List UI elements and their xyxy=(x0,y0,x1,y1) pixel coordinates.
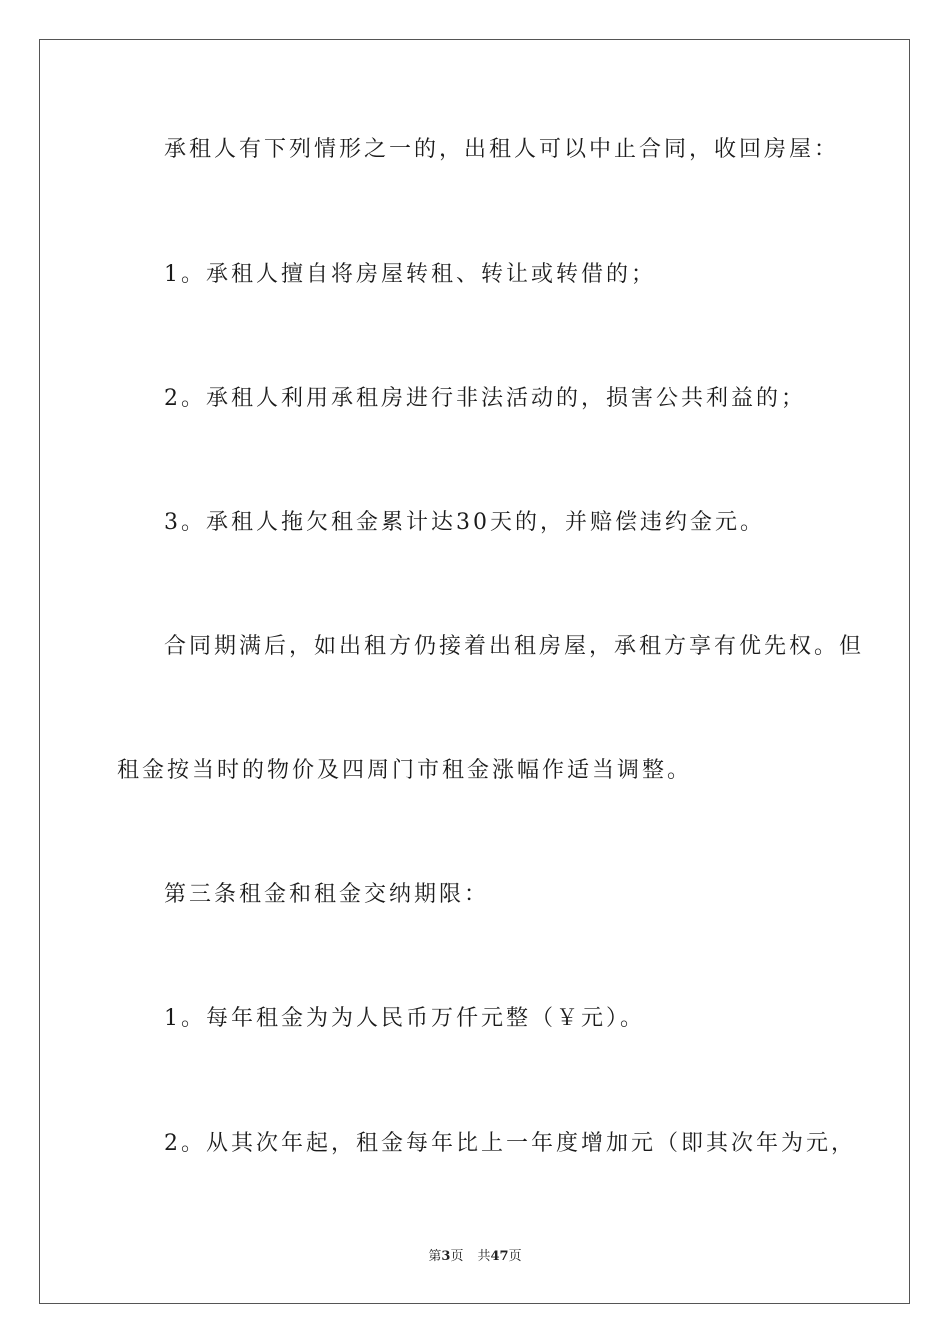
text-line-5: 合同期满后，如出租方仍接着出租房屋，承租方享有优先权。但 xyxy=(164,634,865,659)
text-line-9: 2。从其次年起，租金每年比上一年度增加元（即其次年为元， xyxy=(164,1131,856,1156)
text-line-6: 租金按当时的物价及四周门市租金涨幅作适当调整。 xyxy=(117,758,693,783)
text-line-8: 1。每年租金为为人民币万仟元整（￥元）。 xyxy=(164,1006,645,1031)
page-border xyxy=(39,39,910,1304)
page-footer xyxy=(0,1248,950,1266)
text-line-7: 第三条租金和租金交纳期限： xyxy=(164,882,490,907)
footer-total-pages: 47 xyxy=(490,1249,509,1264)
text-line-1: 承租人有下列情形之一的，出租人可以中止合同，收回房屋： xyxy=(164,137,840,162)
footer-total-prefix: 共 xyxy=(477,1249,491,1264)
footer-page-prefix: 第 xyxy=(428,1249,442,1264)
footer-total-suffix: 页 xyxy=(508,1249,522,1264)
footer-page-suffix: 页 xyxy=(450,1249,464,1264)
text-line-2: 1。承租人擅自将房屋转租、转让或转借的； xyxy=(164,262,656,287)
text-line-3: 2。承租人利用承租房进行非法活动的，损害公共利益的； xyxy=(164,386,806,411)
text-line-4: 3。承租人拖欠租金累计达30天的，并赔偿违约金元。 xyxy=(164,510,765,535)
footer-page-number: 3 xyxy=(441,1249,451,1264)
